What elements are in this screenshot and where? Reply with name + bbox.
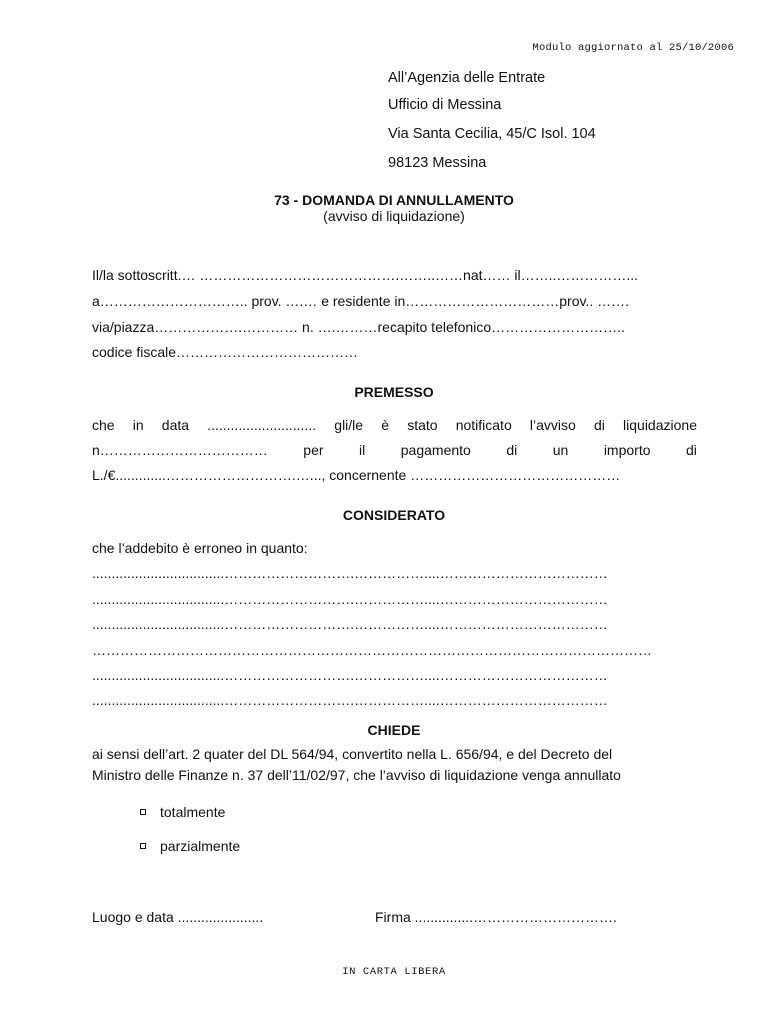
applicant-line-2: a………………………….. prov. ….… e residente in……………………………prov.. ……. [92,293,630,309]
blank-line: ..................................……………………….……………....……………………………… [92,565,608,581]
applicant-line-3: via/piazza……………….………… n. ….………recapito telefonico……………………….. [92,319,625,335]
recipient-line-3: Via Santa Cecilia, 45/C Isol. 104 [388,126,596,142]
premesso-row-3: L./€.............……………………….…..., concernente ……………………………………… [92,467,621,483]
word: n……………………………… [92,442,268,458]
blank-line: ..................................……………………….……………....……………………………… [92,591,608,607]
section-heading-chiede: CHIEDE [367,722,421,738]
signature-field: Firma ...............…………………………. [375,909,617,925]
word: data [161,417,190,433]
chiede-text-line-2: Ministro delle Finanze n. 37 dell’11/02/97, che l’avviso di liquidazione venga annullato [92,767,621,783]
word: pagamento [400,442,471,458]
blank-line: ..................................……………………….……………....……………………………… [92,692,608,708]
option-totalmente[interactable] [140,804,225,820]
recipient-line-2: Ufficio di Messina [388,97,502,113]
place-date-field: Luogo e data ...................... [92,909,264,925]
option-parzialmente[interactable] [140,838,240,854]
word: il [359,442,366,458]
checkbox-icon[interactable] [140,843,146,849]
word: che [92,417,115,433]
section-heading-premesso: PREMESSO [354,384,434,400]
blank-line: ………………………………………………………………………………………………………… [92,642,652,658]
word: per [303,442,324,458]
word: importo [603,442,651,458]
word: di [593,417,605,433]
word: un [552,442,569,458]
word: stato [407,417,438,433]
blank-line: ..................................……………………….……………....……………………………… [92,616,608,632]
option-label: totalmente [160,804,226,820]
option-label: parzialmente [160,838,241,854]
recipient-line-4: 98123 Messina [388,155,487,171]
chiede-text-line-1: ai sensi dell’art. 2 quater del DL 564/94, convertito nella L. 656/94, e del Decreto del [92,746,613,762]
word: l’avviso [529,417,576,433]
recipient-line-1: All’Agenzia delle Entrate [388,70,546,86]
word: liquidazione [623,417,697,433]
blank-line: ..................................……………………….……………....……………………………… [92,667,608,683]
premesso-row-2 [92,442,697,458]
footer-note: IN CARTA LIBERA [342,966,446,978]
word: ............................ [207,417,317,433]
word: di [506,442,518,458]
word: di [686,442,697,458]
considerato-intro: che l’addebito è erroneo in quanto: [92,540,308,556]
premesso-row-1 [92,417,697,433]
document-title: 73 - DOMANDA DI ANNULLAMENTO [274,192,514,208]
document-subtitle: (avviso di liquidazione) [323,208,465,224]
checkbox-icon[interactable] [140,809,146,815]
word: notificato [455,417,512,433]
applicant-line-4: codice fiscale………………………………… [92,344,359,360]
applicant-line-1: Il/la sottoscritt.… …………………………………….……..……nat…… il……..……………... [92,267,639,283]
section-heading-considerato: CONSIDERATO [342,507,446,523]
word: gli/le [334,417,364,433]
update-note: Modulo aggiornato al 25/10/2006 [532,42,734,54]
word: in [132,417,144,433]
word: è [381,417,390,433]
